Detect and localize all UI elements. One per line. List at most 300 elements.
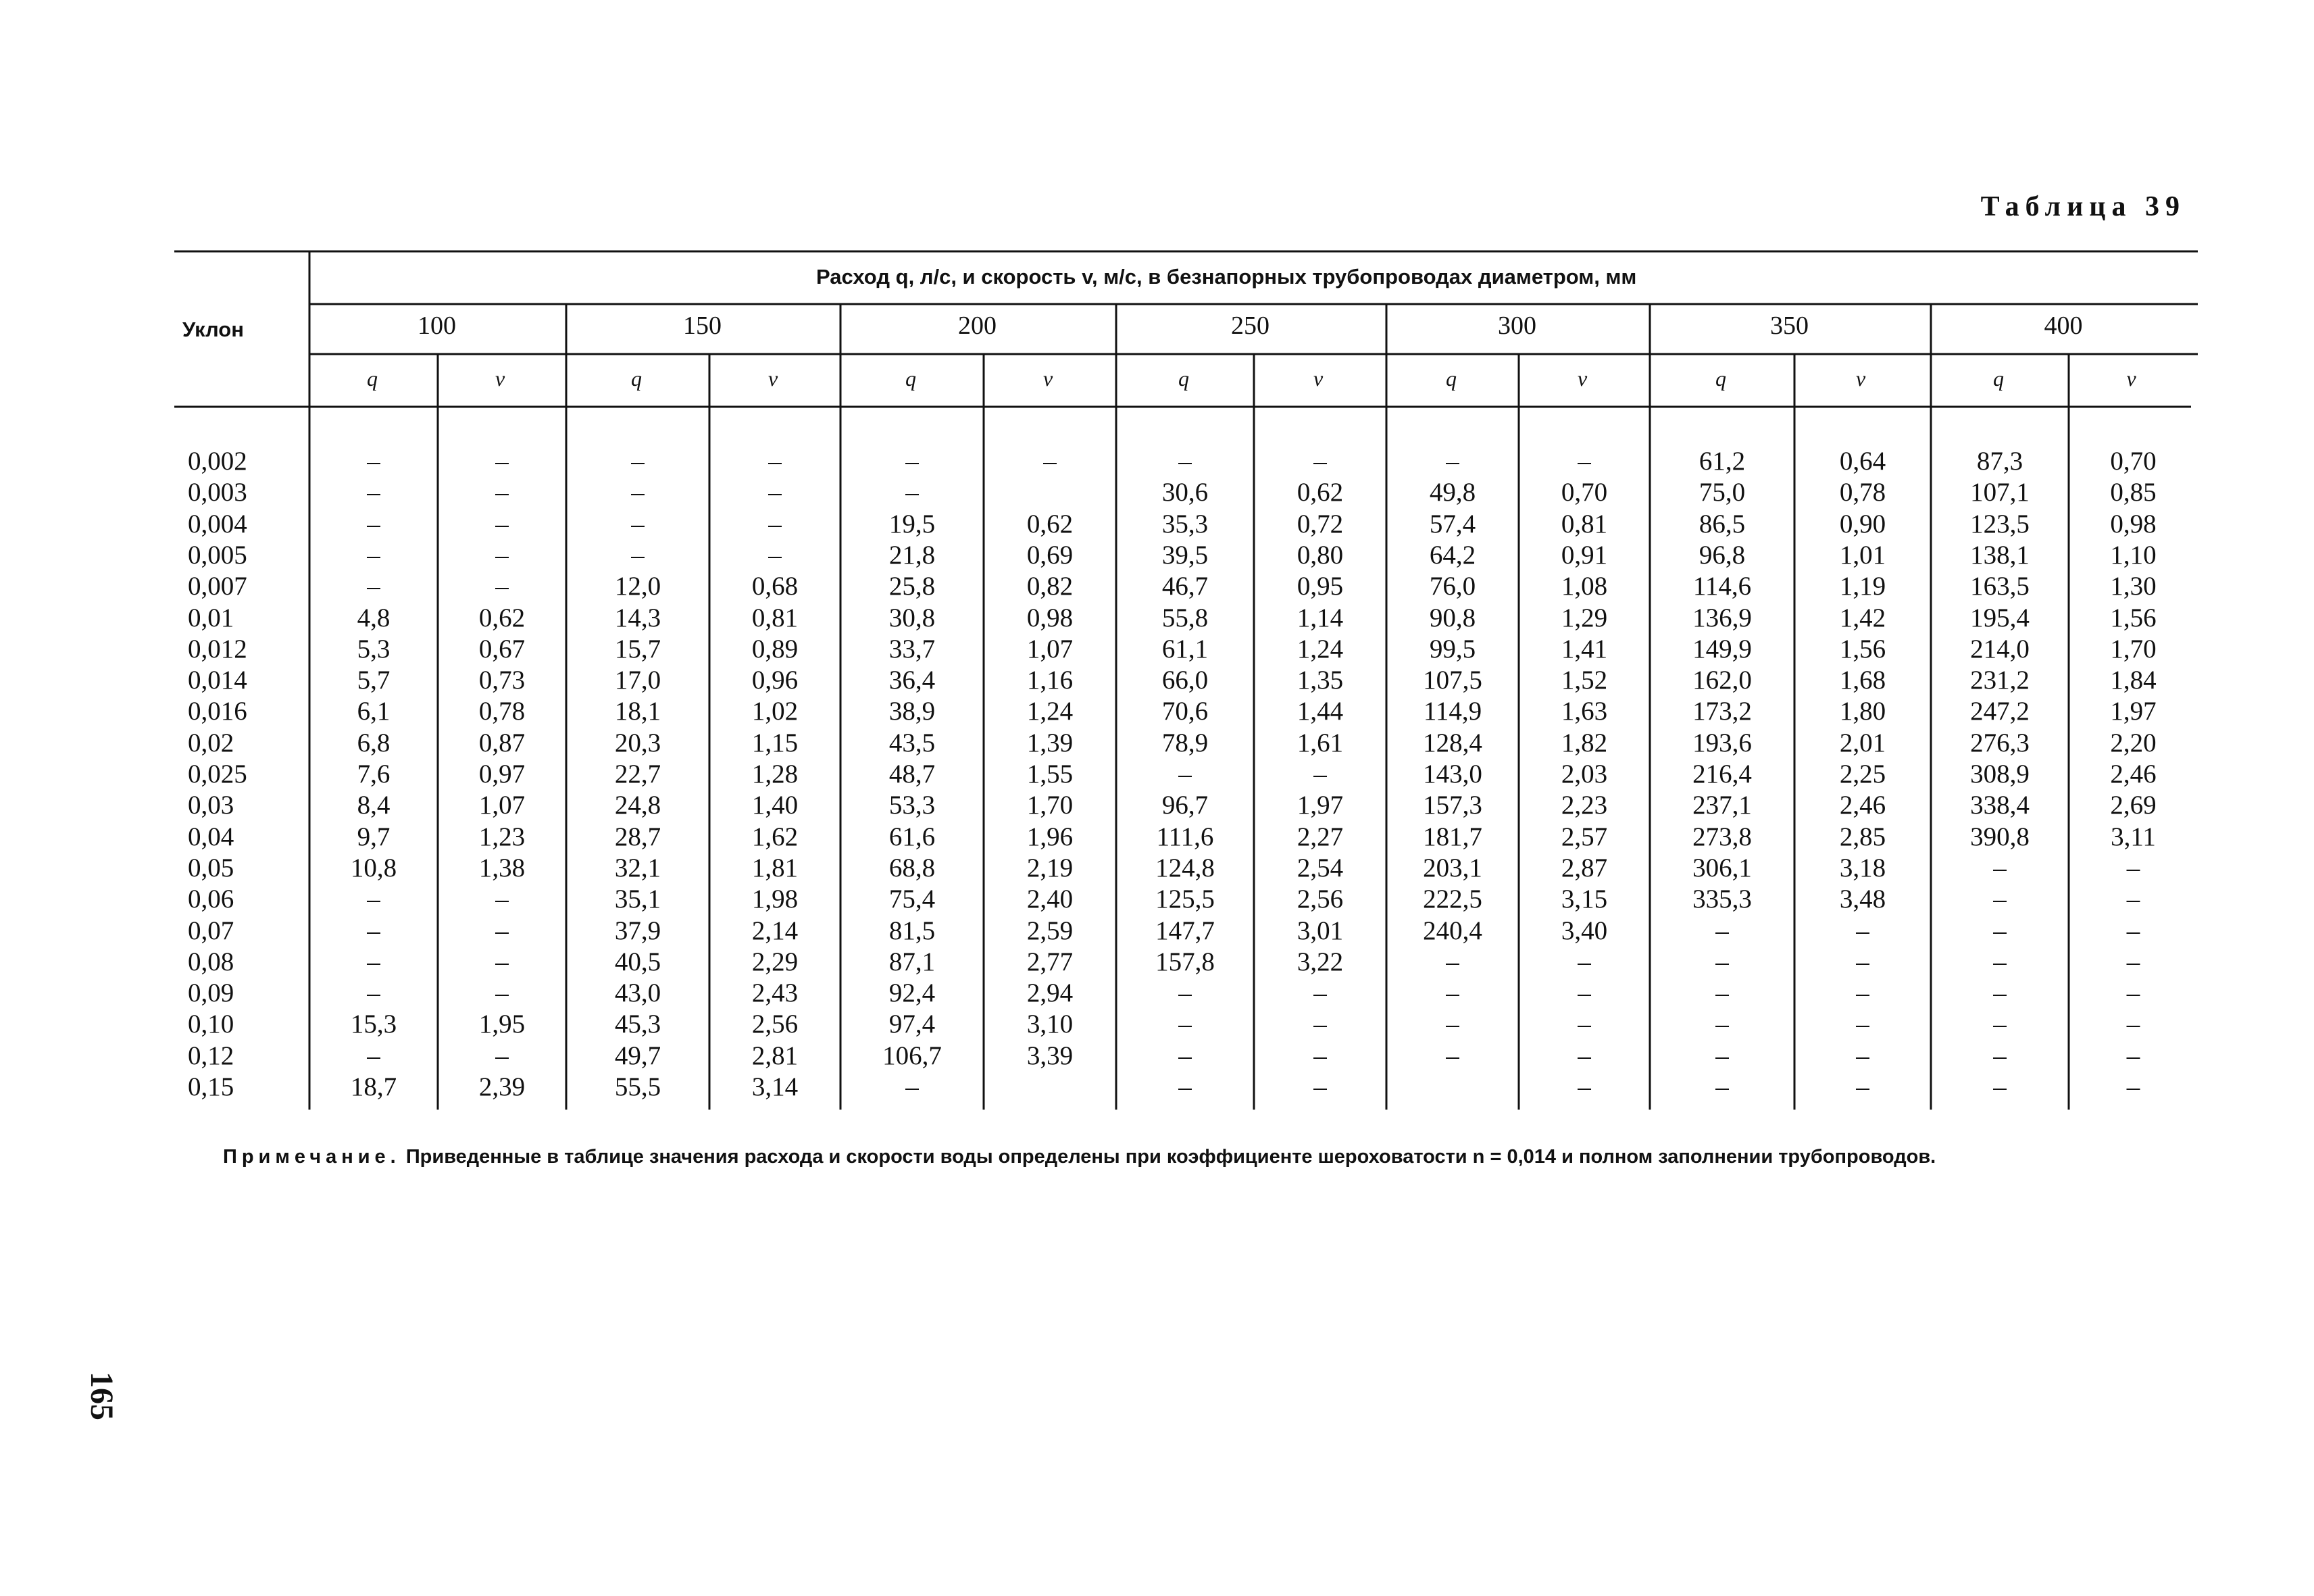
table-cell: 40,5	[614, 947, 661, 976]
table-cell: 9,7	[357, 822, 391, 851]
diameter-header-400: 400	[2044, 311, 2083, 340]
table-cell: 123,5	[1970, 509, 2030, 539]
table-cell: 2,56	[1297, 884, 1344, 914]
table-cell: 0,62	[1026, 509, 1074, 539]
table-cell: –	[2126, 853, 2140, 882]
table-cell: 193,6	[1692, 728, 1752, 757]
table-note	[223, 1146, 1936, 1168]
table-cell: 35,1	[614, 884, 661, 914]
table-cell: 2,54	[1297, 853, 1344, 882]
table-cell: –	[367, 978, 380, 1008]
table-cell: 19,5	[888, 509, 936, 539]
table-cell: 1,23	[478, 822, 526, 851]
table-cell: 338,4	[1970, 791, 2030, 820]
table-cell: 136,9	[1692, 603, 1752, 632]
table-cell: –	[905, 1072, 919, 1101]
table-cell: 181,7	[1423, 822, 1482, 851]
table-cell: 0,98	[1026, 603, 1074, 632]
table-cell: 2,46	[2110, 759, 2157, 789]
table-cell: –	[367, 478, 380, 507]
table-cell: –	[2126, 1009, 2140, 1039]
table-cell: 1,70	[1026, 791, 1074, 820]
table-cell: 1,70	[2110, 634, 2157, 664]
table-cell	[984, 477, 1116, 508]
table-cell: 15,7	[614, 634, 661, 664]
table-cell: –	[768, 509, 782, 539]
table-cell: 70,6	[1161, 697, 1209, 726]
table-cell: 1,98	[751, 884, 799, 914]
table-cell: –	[1856, 947, 1869, 976]
table-cell: 0,85	[2110, 478, 2157, 507]
table-cell: –	[1313, 447, 1327, 476]
table-cell: 96,8	[1699, 540, 1746, 570]
table-cell: 1,08	[1561, 572, 1608, 601]
table-cell: 7,6	[357, 759, 391, 789]
table-cell: 1,61	[1297, 728, 1344, 757]
table-cell: 106,7	[882, 1041, 942, 1070]
table-cell: –	[2126, 947, 2140, 976]
diameter-header-350: 350	[1770, 311, 1809, 340]
table-cell: 0,62	[478, 603, 526, 632]
table-cell: 55,5	[614, 1072, 661, 1101]
diameter-header-300: 300	[1498, 311, 1536, 340]
table-cell: 18,1	[614, 697, 661, 726]
sub-header-v-1: v	[768, 366, 778, 391]
table-cell: 0,98	[2110, 509, 2157, 539]
table-cell: 1,24	[1026, 697, 1074, 726]
table-cell: 0,87	[478, 728, 526, 757]
table-cell: –	[1993, 1009, 2007, 1039]
slope-value: 0,15	[188, 1072, 234, 1101]
table-cell: –	[631, 509, 645, 539]
table-cell: –	[1993, 884, 2007, 914]
table-cell: 203,1	[1423, 853, 1482, 882]
table-cell: 0,82	[1026, 572, 1074, 601]
table-cell: –	[1578, 1072, 1591, 1101]
sub-header-v-4: v	[1578, 366, 1588, 391]
table-cell: 1,62	[751, 822, 799, 851]
table-cell: –	[631, 540, 645, 570]
slope-value: 0,007	[188, 572, 247, 601]
table-cell: 173,2	[1692, 697, 1752, 726]
table-cell: 1,10	[2110, 540, 2157, 570]
table-cell: 6,1	[357, 697, 391, 726]
table-cell: –	[1993, 916, 2007, 945]
slope-value: 0,004	[188, 509, 247, 539]
table-cell: –	[1578, 1009, 1591, 1039]
table-cell: 2,39	[478, 1072, 526, 1101]
table-cell: –	[1178, 1072, 1192, 1101]
table-cell: 1,02	[751, 697, 799, 726]
table-cell: 147,7	[1155, 916, 1215, 945]
diameter-header-100: 100	[418, 311, 456, 340]
table-cell: 1,39	[1026, 728, 1074, 757]
table-cell: –	[1446, 947, 1459, 976]
table-cell: 43,5	[888, 728, 936, 757]
table-cell: 2,94	[1026, 978, 1074, 1008]
table-cell: 0,81	[751, 603, 799, 632]
sub-header-q-0: q	[367, 366, 378, 391]
table-cell: –	[1178, 1041, 1192, 1070]
table-cell: –	[768, 540, 782, 570]
table-cell: –	[495, 540, 509, 570]
table-cell: 38,9	[888, 697, 936, 726]
slope-value: 0,005	[188, 540, 247, 570]
table-cell: 3,48	[1839, 884, 1886, 914]
table-cell: 1,16	[1026, 666, 1074, 695]
table-cell: 61,1	[1161, 634, 1209, 664]
table-cell: –	[1578, 1041, 1591, 1070]
sub-header-q-3: q	[1178, 366, 1189, 391]
table-cell: 1,41	[1561, 634, 1608, 664]
table-cell: 124,8	[1155, 853, 1215, 882]
table-cell: 1,56	[1839, 634, 1886, 664]
table-cell: 96,7	[1161, 791, 1209, 820]
table-cell: –	[1043, 447, 1057, 476]
table-cell: 0,78	[478, 697, 526, 726]
sub-header-v-6: v	[2126, 366, 2136, 391]
table-cell: –	[367, 447, 380, 476]
table-cell: 17,0	[614, 666, 661, 695]
table-cell: 143,0	[1423, 759, 1482, 789]
table-cell: –	[631, 478, 645, 507]
table-cell: 247,2	[1970, 697, 2030, 726]
table-cell: 55,8	[1161, 603, 1209, 632]
table-cell: 1,84	[2110, 666, 2157, 695]
table-cell: 48,7	[888, 759, 936, 789]
table-cell: –	[1178, 759, 1192, 789]
table-cell: 1,82	[1561, 728, 1608, 757]
table-cell: –	[1993, 1041, 2007, 1070]
table-cell: –	[1178, 447, 1192, 476]
table-cell: 2,81	[751, 1041, 799, 1070]
slope-value: 0,014	[188, 666, 247, 695]
table-cell: –	[495, 916, 509, 945]
table-cell: 0,95	[1297, 572, 1344, 601]
table-cell: 15,3	[350, 1009, 397, 1039]
slope-value: 0,04	[188, 822, 234, 851]
sub-header-v-0: v	[495, 366, 505, 391]
table-cell: 53,3	[888, 791, 936, 820]
slope-value: 0,01	[188, 603, 234, 632]
table-cell: 0,91	[1561, 540, 1608, 570]
slope-value: 0,07	[188, 916, 234, 945]
page-number: 165	[84, 1372, 120, 1420]
table-cell: 3,22	[1297, 947, 1344, 976]
table-cell: –	[495, 478, 509, 507]
table-cell: 3,11	[2111, 822, 2156, 851]
table-cell: 1,68	[1839, 666, 1886, 695]
table-cell: 5,7	[357, 666, 391, 695]
table-cell: 92,4	[888, 978, 936, 1008]
table-cell: –	[495, 572, 509, 601]
note-prefix: Примечание.	[223, 1146, 401, 1168]
table-cell: 2,69	[2110, 791, 2157, 820]
table-cell: 0,90	[1839, 509, 1886, 539]
slope-value: 0,12	[188, 1041, 234, 1070]
table-cell: 195,4	[1970, 603, 2030, 632]
table-cell: 49,8	[1429, 478, 1476, 507]
table-cell: 30,6	[1161, 478, 1209, 507]
table-cell: –	[1715, 947, 1729, 976]
table-cell: 3,40	[1561, 916, 1608, 945]
sub-header-v-3: v	[1313, 366, 1324, 391]
table-cell: 1,35	[1297, 666, 1344, 695]
table-cell: 2,43	[751, 978, 799, 1008]
table-cell: 138,1	[1970, 540, 2030, 570]
sub-header-q-2: q	[905, 366, 916, 391]
slope-value: 0,025	[188, 759, 247, 789]
table-cell: 0,96	[751, 666, 799, 695]
table-cell: 1,15	[751, 728, 799, 757]
table-cell: 1,95	[478, 1009, 526, 1039]
table-cell: 4,8	[357, 603, 391, 632]
slope-value: 0,002	[188, 447, 247, 476]
slope-value: 0,012	[188, 634, 247, 664]
table-cell: –	[1715, 1009, 1729, 1039]
sub-header-v-2: v	[1043, 366, 1053, 391]
diameter-header-200: 200	[958, 311, 997, 340]
table-cell: 0,81	[1561, 509, 1608, 539]
table-cell: 114,9	[1423, 697, 1482, 726]
table-cell: 3,18	[1839, 853, 1886, 882]
table-cell: 1,14	[1297, 603, 1344, 632]
table-cell: –	[367, 572, 380, 601]
table-cell: 214,0	[1970, 634, 2030, 664]
table-cell: 2,85	[1839, 822, 1886, 851]
slope-value: 0,10	[188, 1009, 234, 1039]
table-cell: 61,2	[1699, 447, 1746, 476]
table-cell: 128,4	[1423, 728, 1482, 757]
table-cell: 276,3	[1970, 728, 2030, 757]
table-cell: 1,01	[1839, 540, 1886, 570]
table-cell: –	[1446, 1009, 1459, 1039]
table-cell: –	[495, 884, 509, 914]
table-cell: –	[495, 447, 509, 476]
table-cell: 0,78	[1839, 478, 1886, 507]
table-cell: 2,77	[1026, 947, 1074, 976]
table-cell: –	[2126, 916, 2140, 945]
table-cell: 81,5	[888, 916, 936, 945]
table-cell: 1,55	[1026, 759, 1074, 789]
table-cell: 57,4	[1429, 509, 1476, 539]
table-cell: 107,1	[1970, 478, 2030, 507]
table-cell: 125,5	[1155, 884, 1215, 914]
table-cell: –	[1446, 447, 1459, 476]
table-cell: 2,19	[1026, 853, 1074, 882]
table-cell: 75,0	[1699, 478, 1746, 507]
table-cell: 0,73	[478, 666, 526, 695]
table-cell: 1,81	[751, 853, 799, 882]
table-cell: 2,46	[1839, 791, 1886, 820]
table-cell: –	[1715, 1072, 1729, 1101]
table-cell: 2,57	[1561, 822, 1608, 851]
table-cell: 1,19	[1839, 572, 1886, 601]
slope-value: 0,003	[188, 478, 247, 507]
sub-header-q-5: q	[1715, 366, 1726, 391]
table-cell: 0,64	[1839, 447, 1886, 476]
table-cell: 78,9	[1161, 728, 1209, 757]
sub-header-q-4: q	[1446, 366, 1457, 391]
table-cell: 1,44	[1297, 697, 1344, 726]
sub-header-v-5: v	[1856, 366, 1866, 391]
table-cell: –	[1993, 1072, 2007, 1101]
table-cell: 97,4	[888, 1009, 936, 1039]
table-cell: 86,5	[1699, 509, 1746, 539]
table-cell: 45,3	[614, 1009, 661, 1039]
table-cell: –	[905, 447, 919, 476]
table-cell: –	[2126, 884, 2140, 914]
table-cell: –	[1578, 447, 1591, 476]
table-cell: 0,70	[1561, 478, 1608, 507]
table-cell: 306,1	[1692, 853, 1752, 882]
table-cell: 28,7	[614, 822, 661, 851]
table-cell: –	[1313, 1041, 1327, 1070]
table-cell: –	[1313, 1009, 1327, 1039]
table-cell: 5,3	[357, 634, 391, 664]
table-cell: 2,56	[751, 1009, 799, 1039]
table-cell: 0,80	[1297, 540, 1344, 570]
table-cell: 114,6	[1692, 572, 1752, 601]
table-cell: –	[1856, 916, 1869, 945]
table-cell: –	[1178, 978, 1192, 1008]
slope-value: 0,09	[188, 978, 234, 1008]
table-cell: 2,03	[1561, 759, 1608, 789]
table-cell: 39,5	[1161, 540, 1209, 570]
table-cell: 308,9	[1970, 759, 2030, 789]
table-cell: 18,7	[350, 1072, 397, 1101]
table-cell: 0,67	[478, 634, 526, 664]
table-cell: –	[2126, 1041, 2140, 1070]
table-cell: 68,8	[888, 853, 936, 882]
table-cell: –	[1856, 1009, 1869, 1039]
table-cell: 3,14	[751, 1072, 799, 1101]
table-cell: 222,5	[1423, 884, 1482, 914]
table-cell: 37,9	[614, 916, 661, 945]
table-cell: –	[367, 947, 380, 976]
table-cell: 90,8	[1429, 603, 1476, 632]
table-cell: 12,0	[614, 572, 661, 601]
table-cell: –	[1578, 978, 1591, 1008]
table-cell: –	[495, 947, 509, 976]
table-cell: 25,8	[888, 572, 936, 601]
table-cell: 111,6	[1156, 822, 1214, 851]
table-cell: –	[905, 478, 919, 507]
table-cell: 2,40	[1026, 884, 1074, 914]
table-cell: 1,30	[2110, 572, 2157, 601]
slope-column-header: Уклон	[182, 318, 244, 341]
table-cell: –	[1715, 978, 1729, 1008]
table-cell: –	[495, 978, 509, 1008]
table-cell: 1,24	[1297, 634, 1344, 664]
table-cell: 61,6	[888, 822, 936, 851]
sub-header-q-1: q	[631, 366, 642, 391]
table-cell: 162,0	[1692, 666, 1752, 695]
table-cell: 43,0	[614, 978, 661, 1008]
table-cell: –	[1715, 1041, 1729, 1070]
table-cell: 1,96	[1026, 822, 1074, 851]
table-cell: 1,40	[751, 791, 799, 820]
table-cell: –	[1178, 1009, 1192, 1039]
table-cell: 75,4	[888, 884, 936, 914]
table-cell: –	[495, 1041, 509, 1070]
table-cell: 216,4	[1692, 759, 1752, 789]
table-cell: –	[2126, 1072, 2140, 1101]
table-cell: 2,59	[1026, 916, 1074, 945]
table-cell: 32,1	[614, 853, 661, 882]
table-cell: 240,4	[1423, 916, 1482, 945]
table-cell: –	[367, 540, 380, 570]
table-cell: –	[367, 509, 380, 539]
table-cell: 1,07	[1026, 634, 1074, 664]
slope-value: 0,06	[188, 884, 234, 914]
table-cell: 163,5	[1970, 572, 2030, 601]
table-cell: 14,3	[614, 603, 661, 632]
table-cell: 2,29	[751, 947, 799, 976]
table-cell: –	[1856, 1072, 1869, 1101]
table-cell: –	[1715, 916, 1729, 945]
table-cell: 49,7	[614, 1041, 661, 1070]
table-cell: 2,27	[1297, 822, 1344, 851]
table-cell: 87,3	[1976, 447, 2023, 476]
table-cell: 1,63	[1561, 697, 1608, 726]
note-text: Приведенные в таблице значения расхода и скорости воды определены при коэффициенте шероховатости n = 0,014 и полном заполнении трубопроводов.	[405, 1146, 1936, 1168]
table-cell: 10,8	[350, 853, 397, 882]
table-cell: 107,5	[1423, 666, 1482, 695]
table-cell: –	[1993, 978, 2007, 1008]
table-cell: 1,56	[2110, 603, 2157, 632]
table-cell: 0,68	[751, 572, 799, 601]
table-cell: 35,3	[1161, 509, 1209, 539]
slope-value: 0,016	[188, 697, 247, 726]
table-caption: Таблица 39	[1980, 191, 2186, 222]
table-cell: –	[1993, 947, 2007, 976]
table-cell: 273,8	[1692, 822, 1752, 851]
table-cell: 3,15	[1561, 884, 1608, 914]
table-cell: 87,1	[888, 947, 936, 976]
table-cell: –	[2126, 978, 2140, 1008]
table-cell: 8,4	[357, 791, 391, 820]
table-cell: 33,7	[888, 634, 936, 664]
table-cell: 2,87	[1561, 853, 1608, 882]
table-cell: 157,3	[1423, 791, 1482, 820]
table-cell: 2,23	[1561, 791, 1608, 820]
group-header: Расход q, л/с, и скорость v, м/с, в безнапорных трубопроводах диаметром, мм	[816, 265, 1637, 289]
table-cell: 1,29	[1561, 603, 1608, 632]
table-cell: 157,8	[1155, 947, 1215, 976]
table-cell: 2,25	[1839, 759, 1886, 789]
table-cell: –	[367, 1041, 380, 1070]
table-cell: 0,70	[2110, 447, 2157, 476]
table-cell: 0,72	[1297, 509, 1344, 539]
table-cell: 22,7	[614, 759, 661, 789]
slope-value: 0,03	[188, 791, 234, 820]
table-cell: 149,9	[1692, 634, 1752, 664]
table-cell: –	[768, 447, 782, 476]
table-cell: 390,8	[1970, 822, 2030, 851]
table-cell: –	[1446, 1041, 1459, 1070]
table-cell: –	[1313, 978, 1327, 1008]
table-cell: 46,7	[1161, 572, 1209, 601]
table-cell: –	[768, 478, 782, 507]
table-cell: 30,8	[888, 603, 936, 632]
table-cell: 1,42	[1839, 603, 1886, 632]
table-cell: –	[367, 884, 380, 914]
table-cell: 76,0	[1429, 572, 1476, 601]
table-cell: 3,01	[1297, 916, 1344, 945]
table-cell: 0,89	[751, 634, 799, 664]
table-cell: 2,01	[1839, 728, 1886, 757]
